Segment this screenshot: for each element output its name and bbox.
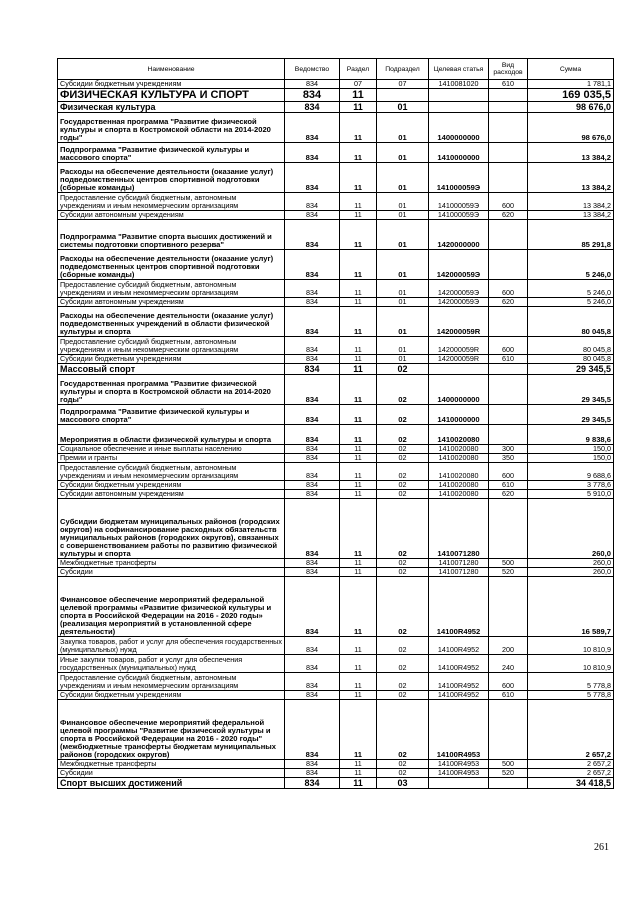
cell-sum: 29 345,5 [528,375,614,405]
cell-subsection: 01 [377,211,429,220]
cell-name: Предоставление субсидий бюджетным, автономным учреждениям и иным некоммерческим организациям [58,193,285,211]
cell-section: 11 [340,577,377,637]
cell-subsection: 02 [377,691,429,700]
cell-section: 11 [340,778,377,789]
cell-sum: 80 045,8 [528,307,614,337]
table-row [58,220,614,250]
cell-dept: 834 [285,89,340,102]
cell-target: 1410081020 [429,80,489,89]
cell-exptype [489,113,528,143]
cell-subsection: 01 [377,250,429,280]
cell-exptype [489,364,528,375]
cell-subsection: 01 [377,220,429,250]
cell-subsection: 02 [377,454,429,463]
cell-section: 11 [340,250,377,280]
header-exptype: Вид расходов [489,59,528,80]
cell-target [429,89,489,102]
cell-section: 11 [340,364,377,375]
cell-name: Субсидии бюджетам муниципальных районов (городских округов) на софинансирование расходных обязательств муниципальных районов (городских округов), связанных с совершенствованием работы по развитию физической культуры и спорта [58,499,285,559]
cell-section: 11 [340,499,377,559]
cell-sum: 5 910,0 [528,490,614,499]
cell-section: 11 [340,113,377,143]
cell-dept: 834 [285,778,340,789]
cell-sum: 80 045,8 [528,355,614,364]
cell-subsection: 02 [377,568,429,577]
table-row [58,577,614,637]
cell-name: Предоставление субсидий бюджетным, автономным учреждениям и иным некоммерческим организациям [58,337,285,355]
budget-table [57,58,614,789]
cell-sum: 5 246,0 [528,298,614,307]
cell-target: 1410071280 [429,559,489,568]
cell-dept: 834 [285,568,340,577]
cell-target: 1410020080 [429,425,489,445]
table-row [58,559,614,568]
cell-section: 11 [340,89,377,102]
cell-name: Подпрограмма "Развитие физической культуры и массового спорта" [58,143,285,163]
cell-target: 14100R4952 [429,637,489,655]
cell-subsection: 02 [377,445,429,454]
cell-name: Субсидии [58,769,285,778]
cell-exptype: 520 [489,769,528,778]
cell-dept: 834 [285,490,340,499]
cell-dept: 834 [285,760,340,769]
table-row [58,307,614,337]
cell-target: 1400000000 [429,113,489,143]
cell-section: 11 [340,655,377,673]
cell-target: 142000059Э [429,298,489,307]
table-row [58,691,614,700]
cell-target: 1410020080 [429,463,489,481]
cell-target: 14100R4953 [429,700,489,760]
cell-section: 11 [340,463,377,481]
cell-sum: 260,0 [528,568,614,577]
cell-exptype [489,307,528,337]
cell-subsection: 01 [377,102,429,113]
cell-dept: 834 [285,375,340,405]
cell-target [429,778,489,789]
cell-target: 14100R4953 [429,769,489,778]
table-row [58,655,614,673]
cell-section: 11 [340,143,377,163]
cell-target: 1410071280 [429,499,489,559]
cell-subsection: 02 [377,425,429,445]
cell-section: 11 [340,454,377,463]
cell-subsection: 02 [377,760,429,769]
cell-sum: 260,0 [528,559,614,568]
cell-exptype [489,425,528,445]
cell-name: Социальное обеспечение и иные выплаты населению [58,445,285,454]
cell-sum: 85 291,8 [528,220,614,250]
cell-section: 11 [340,700,377,760]
cell-sum: 2 657,2 [528,700,614,760]
cell-sum: 2 657,2 [528,760,614,769]
cell-name: Подпрограмма "Развитие физической культуры и массового спорта" [58,405,285,425]
cell-exptype [489,778,528,789]
cell-target: 1410020080 [429,454,489,463]
table-row [58,568,614,577]
cell-exptype: 600 [489,280,528,298]
cell-section: 11 [340,445,377,454]
cell-sum: 9 838,6 [528,425,614,445]
table-row [58,163,614,193]
cell-exptype [489,405,528,425]
cell-dept: 834 [285,445,340,454]
header-dept: Ведомство [285,59,340,80]
cell-section: 11 [340,490,377,499]
cell-exptype [489,89,528,102]
cell-dept: 834 [285,250,340,280]
cell-exptype [489,102,528,113]
cell-name: ФИЗИЧЕСКАЯ КУЛЬТУРА И СПОРТ [58,89,285,102]
cell-subsection: 02 [377,637,429,655]
cell-section: 07 [340,80,377,89]
cell-exptype: 610 [489,691,528,700]
table-row [58,355,614,364]
cell-section: 11 [340,568,377,577]
cell-dept: 834 [285,673,340,691]
table-row [58,778,614,789]
table-row [58,490,614,499]
cell-subsection: 02 [377,481,429,490]
cell-name: Мероприятия в области физической культуры и спорта [58,425,285,445]
cell-sum: 1 781,1 [528,80,614,89]
cell-exptype: 500 [489,760,528,769]
table-row [58,454,614,463]
table-row [58,769,614,778]
cell-name: Субсидии бюджетным учреждениям [58,481,285,490]
cell-sum: 98 676,0 [528,102,614,113]
cell-subsection: 01 [377,355,429,364]
cell-dept: 834 [285,637,340,655]
table-row [58,700,614,760]
cell-section: 11 [340,211,377,220]
cell-section: 11 [340,220,377,250]
cell-exptype: 610 [489,481,528,490]
cell-section: 11 [340,102,377,113]
cell-sum: 13 384,2 [528,193,614,211]
cell-subsection: 01 [377,298,429,307]
cell-subsection: 07 [377,80,429,89]
cell-dept: 834 [285,80,340,89]
cell-target: 1410000000 [429,405,489,425]
cell-subsection: 02 [377,559,429,568]
cell-sum: 29 345,5 [528,405,614,425]
cell-subsection: 02 [377,405,429,425]
cell-name: Субсидии бюджетным учреждениям [58,80,285,89]
cell-subsection: 02 [377,499,429,559]
cell-dept: 834 [285,193,340,211]
table-row [58,211,614,220]
cell-target: 1410020080 [429,481,489,490]
cell-exptype [489,499,528,559]
cell-exptype: 610 [489,355,528,364]
cell-sum: 98 676,0 [528,113,614,143]
cell-section: 11 [340,559,377,568]
cell-dept: 834 [285,769,340,778]
cell-exptype: 600 [489,463,528,481]
cell-subsection: 01 [377,143,429,163]
cell-exptype: 240 [489,655,528,673]
cell-target: 141000059Э [429,193,489,211]
cell-sum: 10 810,9 [528,637,614,655]
cell-name: Субсидии [58,568,285,577]
cell-subsection: 02 [377,673,429,691]
cell-name: Расходы на обеспечение деятельности (оказание услуг) подведомственных учреждений в области физической культуры и спорта [58,307,285,337]
cell-dept: 834 [285,307,340,337]
table-row [58,250,614,280]
cell-dept: 834 [285,700,340,760]
cell-exptype: 500 [489,559,528,568]
cell-exptype: 350 [489,454,528,463]
cell-exptype: 600 [489,337,528,355]
cell-target: 1420000000 [429,220,489,250]
cell-dept: 834 [285,163,340,193]
cell-dept: 834 [285,211,340,220]
cell-section: 11 [340,163,377,193]
cell-name: Субсидии автономным учреждениям [58,211,285,220]
cell-dept: 834 [285,298,340,307]
cell-target: 14100R4952 [429,691,489,700]
cell-target: 14100R4953 [429,760,489,769]
table-row [58,364,614,375]
cell-sum: 13 384,2 [528,143,614,163]
cell-dept: 834 [285,463,340,481]
cell-dept: 834 [285,481,340,490]
cell-section: 11 [340,760,377,769]
cell-target: 142000059R [429,337,489,355]
cell-target: 1410000000 [429,143,489,163]
cell-name: Финансовое обеспечение мероприятий федеральной целевой программы «Развитие физической культуры и спорта в Российской Федерации на 2016 - 2020 годы» (реализация мероприятий в установленной сфере деятельности) [58,577,285,637]
table-row [58,80,614,89]
table-row [58,673,614,691]
table-row [58,637,614,655]
cell-subsection: 03 [377,778,429,789]
cell-section: 11 [340,193,377,211]
cell-subsection: 02 [377,463,429,481]
cell-subsection: 02 [377,375,429,405]
cell-exptype [489,577,528,637]
table-row [58,463,614,481]
cell-exptype: 620 [489,211,528,220]
cell-name: Государственная программа "Развитие физической культуры и спорта в Костромской области на 2014-2020 годы" [58,375,285,405]
cell-name: Предоставление субсидий бюджетным, автономным учреждениям и иным некоммерческим организациям [58,280,285,298]
table-row [58,445,614,454]
cell-name: Государственная программа "Развитие физической культуры и спорта в Костромской области на 2014-2020 годы" [58,113,285,143]
cell-exptype [489,163,528,193]
cell-sum: 3 778,6 [528,481,614,490]
cell-name: Финансовое обеспечение мероприятий федеральной целевой программы "Развитие физической культуры и спорта в Российской Федерации на 2016 - 2020 годы" (межбюджетные трансферты бюджетам муниципальных районов (городских округов) [58,700,285,760]
cell-exptype: 610 [489,80,528,89]
table-row [58,337,614,355]
cell-section: 11 [340,637,377,655]
cell-subsection [377,89,429,102]
cell-sum: 169 035,5 [528,89,614,102]
cell-sum: 16 589,7 [528,577,614,637]
header-target: Целевая статья [429,59,489,80]
table-row [58,375,614,405]
cell-section: 11 [340,425,377,445]
cell-dept: 834 [285,337,340,355]
cell-section: 11 [340,673,377,691]
cell-dept: 834 [285,355,340,364]
cell-sum: 13 384,2 [528,211,614,220]
cell-name: Физическая культура [58,102,285,113]
cell-dept: 834 [285,499,340,559]
cell-name: Премии и гранты [58,454,285,463]
table-row [58,298,614,307]
cell-exptype: 520 [489,568,528,577]
table-row [58,89,614,102]
cell-exptype: 620 [489,298,528,307]
cell-name: Расходы на обеспечение деятельности (оказание услуг) подведомственных центров спортивной подготовки (сборные команды) [58,250,285,280]
cell-section: 11 [340,337,377,355]
table-row [58,143,614,163]
cell-name: Массовый спорт [58,364,285,375]
cell-target: 14100R4952 [429,577,489,637]
cell-exptype [489,700,528,760]
cell-subsection: 02 [377,769,429,778]
cell-name: Закупка товаров, работ и услуг для обеспечения государственных (муниципальных) нужд [58,637,285,655]
cell-name: Субсидии бюджетным учреждениям [58,355,285,364]
cell-section: 11 [340,769,377,778]
cell-target: 141000059Э [429,211,489,220]
cell-name: Субсидии автономным учреждениям [58,298,285,307]
cell-exptype: 600 [489,193,528,211]
cell-dept: 834 [285,220,340,250]
cell-sum: 260,0 [528,499,614,559]
cell-target: 14100R4952 [429,673,489,691]
page-number: 261 [594,842,609,853]
cell-name: Спорт высших достижений [58,778,285,789]
cell-name: Межбюджетные трансферты [58,559,285,568]
cell-target: 14100R4952 [429,655,489,673]
cell-subsection: 02 [377,490,429,499]
cell-subsection: 02 [377,655,429,673]
cell-subsection: 02 [377,700,429,760]
cell-section: 11 [340,355,377,364]
cell-sum: 9 688,6 [528,463,614,481]
cell-sum: 2 657,2 [528,769,614,778]
cell-dept: 834 [285,559,340,568]
cell-target: 1410020080 [429,445,489,454]
cell-dept: 834 [285,454,340,463]
cell-target [429,364,489,375]
cell-subsection: 02 [377,577,429,637]
cell-dept: 834 [285,143,340,163]
cell-target: 142000059Э [429,250,489,280]
cell-exptype [489,143,528,163]
cell-sum: 150,0 [528,454,614,463]
cell-subsection: 01 [377,337,429,355]
table-row [58,405,614,425]
cell-dept: 834 [285,655,340,673]
table-row [58,193,614,211]
cell-target: 141000059Э [429,163,489,193]
cell-subsection: 02 [377,364,429,375]
cell-section: 11 [340,691,377,700]
cell-name: Предоставление субсидий бюджетным, автономным учреждениям и иным некоммерческим организациям [58,463,285,481]
cell-sum: 34 418,5 [528,778,614,789]
cell-dept: 834 [285,425,340,445]
cell-section: 11 [340,280,377,298]
table-body [58,80,614,789]
table-row [58,113,614,143]
cell-dept: 834 [285,364,340,375]
cell-dept: 834 [285,102,340,113]
cell-target: 142000059R [429,355,489,364]
cell-subsection: 01 [377,280,429,298]
cell-section: 11 [340,375,377,405]
cell-exptype [489,375,528,405]
cell-section: 11 [340,307,377,337]
cell-name: Расходы на обеспечение деятельности (оказание услуг) подведомственных центров спортивной подготовки (сборные команды) [58,163,285,193]
cell-sum: 150,0 [528,445,614,454]
cell-dept: 834 [285,577,340,637]
cell-sum: 5 246,0 [528,250,614,280]
cell-exptype: 300 [489,445,528,454]
cell-target [429,102,489,113]
table-row [58,280,614,298]
cell-sum: 29 345,5 [528,364,614,375]
table-row [58,425,614,445]
cell-subsection: 01 [377,193,429,211]
header-sum: Сумма [528,59,614,80]
cell-target: 1410020080 [429,490,489,499]
table-row [58,760,614,769]
cell-name: Иные закупки товаров, работ и услуг для обеспечения государственных (муниципальных) нужд [58,655,285,673]
cell-name: Субсидии автономным учреждениям [58,490,285,499]
cell-target: 142000059Э [429,280,489,298]
cell-dept: 834 [285,691,340,700]
cell-target: 1410071280 [429,568,489,577]
cell-section: 11 [340,405,377,425]
table-row [58,102,614,113]
cell-dept: 834 [285,405,340,425]
cell-sum: 5 778,8 [528,691,614,700]
cell-exptype: 200 [489,637,528,655]
cell-dept: 834 [285,113,340,143]
cell-name: Субсидии бюджетным учреждениям [58,691,285,700]
cell-sum: 13 384,2 [528,163,614,193]
table-header-row [58,59,614,80]
cell-subsection: 01 [377,307,429,337]
cell-sum: 80 045,8 [528,337,614,355]
cell-name: Подпрограмма "Развитие спорта высших достижений и системы подготовки спортивного резерва" [58,220,285,250]
cell-name: Предоставление субсидий бюджетным, автономным учреждениям и иным некоммерческим организациям [58,673,285,691]
cell-section: 11 [340,298,377,307]
cell-exptype [489,250,528,280]
cell-subsection: 01 [377,113,429,143]
cell-sum: 5 778,8 [528,673,614,691]
cell-sum: 5 246,0 [528,280,614,298]
cell-subsection: 01 [377,163,429,193]
header-subsection: Подраздел [377,59,429,80]
cell-target: 142000059R [429,307,489,337]
cell-sum: 10 810,9 [528,655,614,673]
cell-dept: 834 [285,280,340,298]
header-name: Наименование [58,59,285,80]
cell-section: 11 [340,481,377,490]
table-row [58,481,614,490]
cell-exptype: 620 [489,490,528,499]
cell-target: 1400000000 [429,375,489,405]
cell-name: Межбюджетные трансферты [58,760,285,769]
header-section: Раздел [340,59,377,80]
cell-exptype [489,220,528,250]
cell-exptype: 600 [489,673,528,691]
table-row [58,499,614,559]
